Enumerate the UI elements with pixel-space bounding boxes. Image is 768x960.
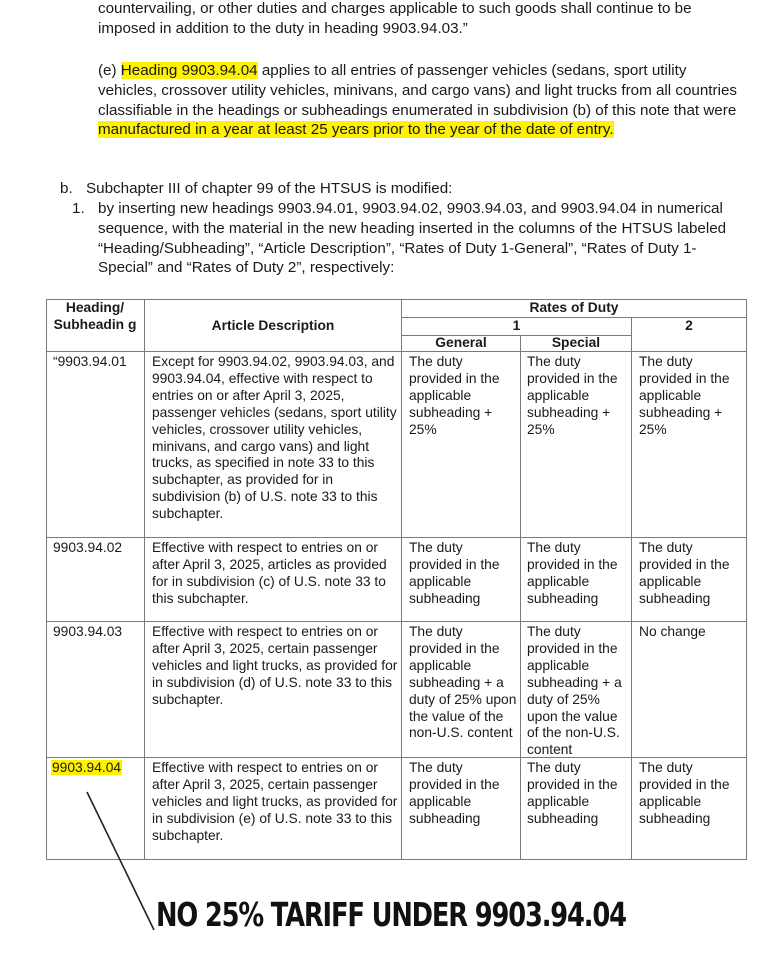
header-article-description: Article Description [211,318,335,333]
header-special: Special [551,335,601,350]
row1-special: The duty provided in the applicable subheading + 25% [527,354,618,437]
highlight-manufactured-25-years: manufactured in a year at least 25 years prior to the year of the date of entry. [98,121,614,139]
list-item-number: 1. [72,200,85,217]
row1-general: The duty provided in the applicable subheading + 25% [409,354,500,437]
paragraph-e-body: applies to all entries of passenger vehicles (sedans, sport utility vehicles, crossover utility vehicles, minivans, and cargo vans) and light trucks from all countries classifiable in the headings or subheadings enumerated in subdivision (b) of this note that were [98,62,737,119]
highlight-code-9903-94-04: 9903.94.04 [52,760,122,775]
arrow-line [87,792,154,930]
paragraph-continuation: countervailing, or other duties and charges applicable to such goods shall continue to be imposed in addition to the duty in heading 9903.94.03.” [98,0,692,37]
row3-heading: 9903.94.03 [53,624,123,639]
section-b-label: b. [60,180,73,197]
row2-heading: 9903.94.02 [53,540,123,555]
row3-general: The duty provided in the applicable subheading + a duty of 25% upon the value of the non-U.S. content [409,624,517,741]
row2-description: Effective with respect to entries on or after April 3, 2025, articles as provided for in subdivision (c) of U.S. note 33 to this subchapter. [152,540,387,606]
row1-heading: “9903.94.01 [53,354,127,369]
highlight-heading-9903-94-04: Heading 9903.94.04 [120,62,258,79]
row4-col2: The duty provided in the applicable subheading [639,760,730,826]
annotation-caption: NO 25% TARIFF UNDER 9903.94.04 [156,895,626,934]
row2-col2: The duty provided in the applicable subheading [639,540,730,606]
header-col-1: 1 [512,318,521,333]
row1-description: Except for 9903.94.02, 9903.94.03, and 9903.94.04, effective with respect to entries on or after April 3, 2025, passenger vehicles (sedans, sport utility vehicles, crossover utility vehicles, minivans, and cargo vans) and light trucks, as specified in note 33 to this subchapter, as provided for in subdivision (b) of U.S. note 33 to this subchapter. [152,354,397,522]
row2-special: The duty provided in the applicable subheading [527,540,618,606]
row4-general: The duty provided in the applicable subheading [409,760,500,826]
row2-general: The duty provided in the applicable subheading [409,540,500,606]
header-col-2: 2 [685,318,693,333]
header-general: General [435,335,487,350]
row3-col2: No change [639,624,706,639]
row1-col2: The duty provided in the applicable subheading + 25% [639,354,730,437]
header-rates-of-duty: Rates of Duty [529,300,619,315]
row3-description: Effective with respect to entries on or after April 3, 2025, certain passenger vehicles and light trucks, as provided for in subdivision (d) of U.S. note 33 to this subchapter. [152,624,398,707]
paragraph-e-prefix: (e) [98,62,121,79]
list-item-text: by inserting new headings 9903.94.01, 9903.94.02, 9903.94.03, and 9903.94.04 in numerical sequence, with the material in the new heading inserted in the columns of the HTSUS labeled “Heading/Subheading”, “Article Description”, “Rates of Duty 1-General”, “Rates of Duty 1-Special” and “Rates of Duty 2”, respectively: [98,200,727,277]
row4-description: Effective with respect to entries on or after April 3, 2025, certain passenger vehicles and light trucks, as provided for in subdivision (e) of U.S. note 33 to this subchapter. [152,760,398,843]
header-heading-subheading: Heading/ Subheadin g [53,300,137,332]
row4-special: The duty provided in the applicable subheading [527,760,618,826]
row3-special: The duty provided in the applicable subheading + a duty of 25% upon the value of the non-U.S. content [527,624,622,758]
section-b-text: Subchapter III of chapter 99 of the HTSUS is modified: [86,180,453,197]
